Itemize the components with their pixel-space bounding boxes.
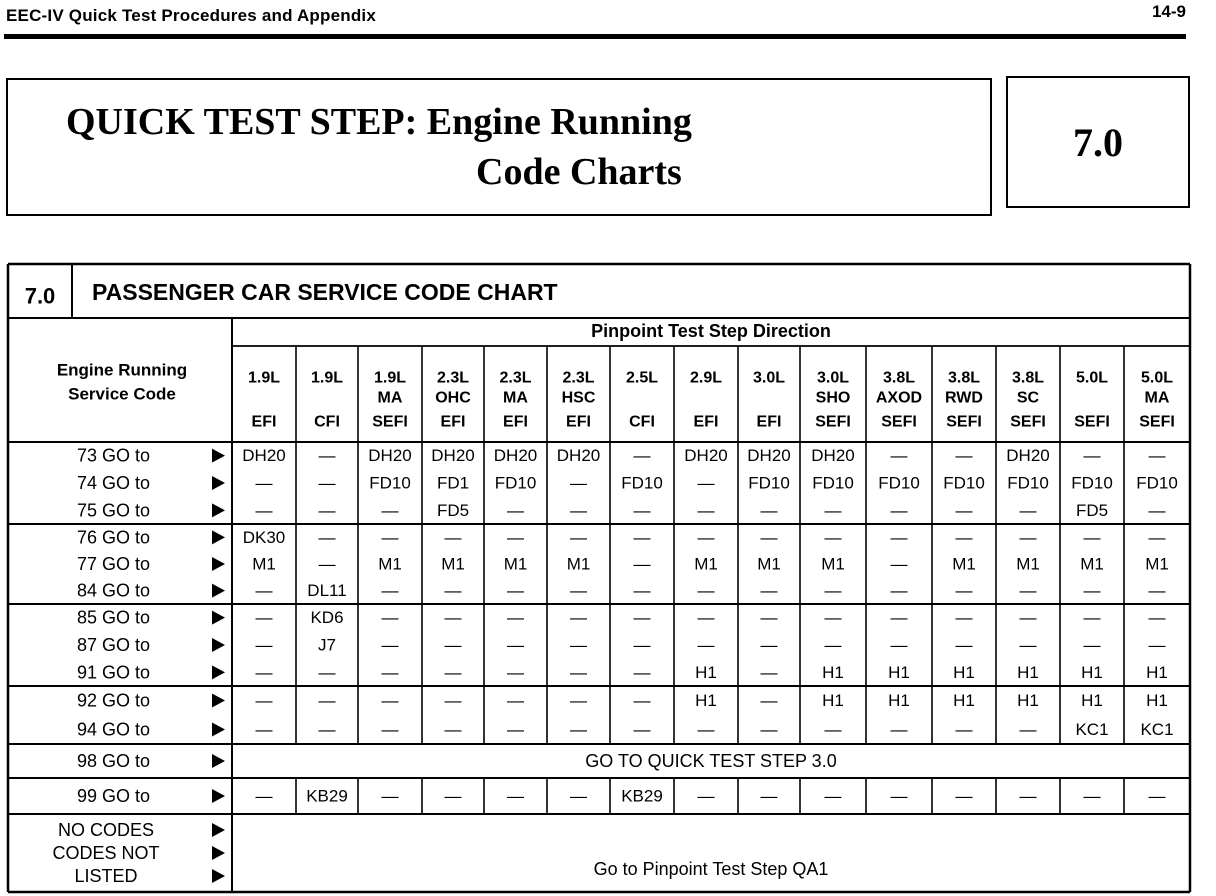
test-step-cell: — [633, 691, 651, 710]
test-step-cell: — [890, 500, 908, 520]
test-step-cell: DH20 [747, 446, 791, 466]
test-step-cell: — [570, 662, 587, 682]
test-step-cell: DH20 [811, 446, 855, 466]
test-step-cell: — [1019, 635, 1037, 655]
test-step-cell: — [1148, 786, 1166, 806]
test-step-cell: — [1148, 446, 1166, 466]
no-codes-label: NO CODES [57, 820, 155, 840]
column-system: CFI [314, 413, 340, 431]
test-step-cell: H1 [1081, 691, 1103, 710]
test-step-cell: — [444, 662, 462, 682]
column-system: CFI [629, 413, 655, 431]
test-step-cell: M1 [503, 554, 528, 574]
go-to-arrow-icon [212, 789, 225, 803]
test-step-cell: — [570, 581, 587, 601]
column-system: EFI [251, 413, 277, 431]
service-code-label: 77 GO to [76, 554, 150, 574]
test-step-cell: — [697, 581, 715, 601]
test-step-cell: — [255, 581, 273, 601]
test-step-cell: — [760, 635, 778, 655]
test-step-cell: M1 [757, 554, 781, 574]
go-to-arrow-icon [212, 754, 225, 768]
test-step-cell: — [444, 608, 462, 628]
title-line-1: QUICK TEST STEP: Engine Running [66, 101, 692, 143]
column-engine: 1.9L [247, 369, 281, 387]
test-step-cell: — [890, 581, 908, 601]
column-system: SEFI [1074, 413, 1110, 431]
test-step-cell: H1 [822, 662, 844, 682]
test-step-cell: — [697, 635, 715, 655]
test-step-cell: J7 [318, 635, 336, 655]
test-step-cell: — [1019, 786, 1037, 806]
test-step-cell: — [697, 500, 715, 520]
test-step-cell: FD10 [878, 473, 920, 493]
test-step-cell: — [955, 581, 973, 601]
test-step-cell: — [318, 554, 336, 574]
test-step-cell: — [890, 608, 908, 628]
test-step-cell: FD10 [369, 473, 411, 493]
service-code-label: 91 GO to [76, 662, 150, 683]
column-system: SEFI [946, 413, 982, 431]
test-step-cell: FD10 [1071, 473, 1113, 493]
service-code-label: 73 GO to [76, 445, 150, 466]
test-step-cell: — [444, 786, 462, 806]
test-step-cell: M1 [378, 554, 402, 574]
column-variant: MA [503, 389, 528, 407]
test-step-cell: H1 [1146, 691, 1168, 710]
test-step-cell: — [955, 446, 973, 466]
test-step-cell: — [760, 527, 778, 547]
test-step-cell: — [381, 662, 399, 682]
test-step-cell: — [255, 786, 273, 806]
test-step-cell: — [507, 527, 524, 547]
test-step-cell: — [444, 720, 462, 739]
test-step-cell: H1 [1017, 691, 1039, 710]
column-system: SEFI [1010, 413, 1046, 431]
test-step-cell: — [381, 786, 399, 806]
go-to-arrow-icon [212, 869, 225, 883]
service-code-label: 75 GO to [76, 500, 150, 521]
test-step-cell: — [381, 720, 399, 739]
test-step-cell: — [697, 527, 715, 547]
test-step-cell: FD10 [812, 473, 854, 493]
test-step-cell: — [955, 500, 973, 520]
test-step-cell: — [1148, 500, 1166, 520]
test-step-cell: — [444, 635, 462, 655]
test-step-cell: M1 [821, 554, 845, 574]
test-step-cell: FD10 [1007, 473, 1049, 493]
go-to-arrow-icon [212, 823, 225, 837]
test-step-cell: — [570, 608, 587, 628]
test-step-cell: — [570, 527, 587, 547]
test-step-cell: — [697, 608, 715, 628]
test-step-cell: M1 [566, 554, 591, 574]
test-step-cell: H1 [888, 691, 910, 710]
column-engine: 3.8L [947, 369, 981, 387]
column-engine: 2.3L [436, 369, 470, 387]
test-step-cell: — [760, 581, 778, 601]
test-step-cell: — [570, 691, 587, 710]
test-step-cell: — [507, 662, 524, 682]
test-step-cell: — [381, 608, 399, 628]
test-step-cell: H1 [1081, 662, 1103, 682]
test-step-cell: — [697, 720, 715, 739]
test-step-cell: — [890, 786, 908, 806]
test-step-cell: — [507, 720, 524, 739]
test-step-cell: — [1019, 527, 1037, 547]
test-step-cell: — [1083, 527, 1101, 547]
column-system: SEFI [1139, 413, 1175, 431]
test-step-cell: M1 [1145, 554, 1169, 574]
test-step-cell: — [955, 527, 973, 547]
test-step-cell: — [318, 500, 336, 520]
column-variant: MA [1144, 389, 1170, 407]
test-step-cell: — [890, 554, 908, 574]
go-to-arrow-icon [212, 530, 225, 544]
test-step-cell: — [1083, 446, 1101, 466]
column-engine: 5.0L [1075, 369, 1109, 387]
service-code-label: 85 GO to [76, 607, 150, 628]
test-step-cell: — [890, 720, 908, 739]
test-step-cell: DH20 [684, 446, 728, 466]
test-step-cell: DH20 [556, 446, 601, 466]
test-step-cell: H1 [695, 691, 717, 710]
test-step-cell: — [381, 500, 399, 520]
test-step-cell: H1 [1017, 662, 1039, 682]
test-step-cell: — [824, 608, 842, 628]
test-step-cell: M1 [1016, 554, 1040, 574]
test-step-cell: — [760, 691, 778, 710]
test-step-cell: — [633, 446, 651, 466]
test-step-cell: — [507, 608, 524, 628]
service-code-label: 92 GO to [76, 690, 150, 711]
test-step-cell: DK30 [242, 527, 286, 547]
test-step-cell: — [318, 527, 336, 547]
test-step-cell: DL11 [307, 581, 347, 601]
test-step-cell: KD6 [310, 608, 344, 628]
test-step-cell: — [444, 527, 462, 547]
test-step-cell: — [890, 635, 908, 655]
test-step-cell: — [633, 581, 651, 601]
column-engine: 2.5L [625, 369, 659, 387]
test-step-cell: — [1083, 635, 1101, 655]
title-line-2: Code Charts [476, 151, 682, 193]
test-step-cell: — [507, 500, 524, 520]
test-step-cell: — [381, 691, 399, 710]
service-code-label: 76 GO to [76, 527, 150, 548]
test-step-cell: — [255, 473, 273, 493]
test-step-cell: M1 [694, 554, 718, 574]
go-to-arrow-icon [212, 557, 225, 571]
test-step-cell: FD10 [621, 473, 663, 493]
test-step-cell: — [955, 635, 973, 655]
service-code-header: Engine Running [56, 360, 188, 380]
service-code-header: Service Code [68, 384, 176, 404]
go-to-arrow-icon [212, 665, 225, 679]
column-engine: 5.0L [1140, 369, 1174, 387]
test-step-cell: — [381, 635, 399, 655]
step-number: 7.0 [1073, 119, 1123, 165]
row-98-instruction: GO TO QUICK TEST STEP 3.0 [585, 751, 837, 771]
test-step-cell: — [955, 786, 973, 806]
test-step-cell: — [444, 691, 462, 710]
test-step-cell: — [760, 720, 778, 739]
test-step-cell: M1 [252, 554, 276, 574]
column-system: EFI [566, 413, 591, 431]
test-step-cell: KB29 [621, 786, 663, 806]
service-code-label: 98 GO to [76, 751, 150, 771]
test-step-cell: — [824, 581, 842, 601]
test-step-cell: — [760, 608, 778, 628]
go-to-arrow-icon [212, 846, 225, 860]
test-step-cell: DH20 [1006, 446, 1050, 466]
test-step-cell: — [381, 527, 399, 547]
column-system: SEFI [881, 413, 917, 431]
column-variant: AXOD [875, 389, 923, 407]
test-step-cell: DH20 [493, 446, 538, 466]
service-code-label: 84 GO to [76, 580, 150, 601]
test-step-cell: — [697, 473, 715, 493]
test-step-cell: DH20 [242, 446, 286, 466]
test-step-cell: — [890, 527, 908, 547]
column-engine: 3.8L [882, 369, 916, 387]
test-step-cell: FD10 [1136, 473, 1178, 493]
test-step-cell: — [1019, 500, 1037, 520]
test-step-cell: FD10 [748, 473, 790, 493]
go-to-arrow-icon [212, 503, 225, 517]
go-to-arrow-icon [212, 694, 225, 708]
test-step-cell: — [318, 662, 336, 682]
test-step-cell: — [507, 786, 524, 806]
test-step-cell: — [955, 608, 973, 628]
test-step-cell: KB29 [306, 786, 348, 806]
no-codes-label: LISTED [74, 866, 138, 886]
test-step-cell: — [633, 662, 651, 682]
test-step-cell: — [1019, 581, 1037, 601]
test-step-cell: — [444, 581, 462, 601]
test-step-cell: — [955, 720, 973, 739]
column-engine: 3.0L [752, 369, 786, 387]
service-code-label: 87 GO to [76, 635, 150, 655]
test-step-cell: — [1148, 608, 1166, 628]
test-step-cell: — [760, 786, 778, 806]
test-step-cell: — [1083, 608, 1101, 628]
table-number: 7.0 [24, 283, 56, 309]
test-step-cell: — [760, 500, 778, 520]
column-engine: 2.3L [499, 369, 532, 387]
page-number: 14-9 [1151, 2, 1186, 21]
no-codes-label: CODES NOT [52, 843, 160, 863]
test-step-cell: — [633, 608, 651, 628]
test-step-cell: — [381, 581, 399, 601]
test-step-cell: — [318, 720, 336, 739]
test-step-cell: — [824, 786, 842, 806]
go-to-arrow-icon [212, 449, 225, 463]
column-system: EFI [440, 413, 466, 431]
test-step-cell: H1 [1146, 662, 1168, 682]
test-step-cell: — [570, 635, 587, 655]
service-code-label: 94 GO to [76, 719, 150, 740]
test-step-cell: — [633, 527, 651, 547]
test-step-cell: FD10 [943, 473, 985, 493]
pinpoint-header: Pinpoint Test Step Direction [591, 321, 831, 341]
test-step-cell: H1 [888, 662, 910, 682]
column-engine: 1.9L [373, 369, 407, 387]
test-step-cell: — [570, 473, 587, 493]
go-to-arrow-icon [212, 476, 225, 490]
go-to-arrow-icon [212, 638, 225, 652]
column-system: SEFI [372, 413, 408, 431]
test-step-cell: — [1148, 581, 1166, 601]
test-step-cell: KC1 [1075, 720, 1109, 739]
column-engine: 2.3L [562, 369, 595, 387]
column-variant: OHC [435, 389, 471, 407]
test-step-cell: — [1148, 635, 1166, 655]
test-step-cell: FD1 [436, 473, 470, 493]
test-step-cell: — [255, 691, 273, 710]
test-step-cell: — [1019, 608, 1037, 628]
test-step-cell: — [507, 691, 524, 710]
test-step-cell: — [890, 446, 908, 466]
test-step-cell: — [824, 635, 842, 655]
test-step-cell: — [570, 786, 587, 806]
test-step-cell: DH20 [431, 446, 475, 466]
test-step-cell: — [1083, 581, 1101, 601]
column-engine: 3.8L [1011, 369, 1045, 387]
table-title: PASSENGER CAR SERVICE CODE CHART [92, 279, 558, 305]
column-system: EFI [503, 413, 528, 431]
column-variant: RWD [945, 389, 983, 407]
go-to-arrow-icon [212, 584, 225, 598]
test-step-cell: — [255, 662, 273, 682]
test-step-cell: — [633, 554, 651, 574]
column-system: EFI [756, 413, 782, 431]
test-step-cell: FD10 [494, 473, 537, 493]
column-variant: MA [377, 389, 403, 407]
column-variant: SC [1016, 389, 1040, 407]
column-engine: 3.0L [816, 369, 850, 387]
test-step-cell: H1 [822, 691, 844, 710]
test-step-cell: — [318, 691, 336, 710]
go-to-arrow-icon [212, 611, 225, 625]
test-step-cell: — [633, 635, 651, 655]
test-step-cell: — [760, 662, 778, 682]
test-step-cell: — [697, 786, 715, 806]
test-step-cell: — [824, 527, 842, 547]
test-step-cell: M1 [952, 554, 976, 574]
test-step-cell: — [255, 720, 273, 739]
test-step-cell: — [633, 720, 651, 739]
test-step-cell: — [318, 473, 336, 493]
test-step-cell: — [1019, 720, 1037, 739]
test-step-cell: M1 [1080, 554, 1104, 574]
test-step-cell: — [255, 608, 273, 628]
test-step-cell: — [507, 581, 524, 601]
test-step-cell: — [507, 635, 524, 655]
test-step-cell: — [570, 720, 587, 739]
test-step-cell: — [318, 446, 336, 466]
test-step-cell: FD5 [436, 500, 470, 520]
test-step-cell: — [255, 500, 273, 520]
column-system: EFI [693, 413, 719, 431]
service-code-label: 99 GO to [76, 786, 150, 806]
service-code-label: 74 GO to [76, 473, 150, 493]
test-step-cell: — [1148, 527, 1166, 547]
test-step-cell: H1 [953, 662, 975, 682]
go-to-arrow-icon [212, 723, 225, 737]
test-step-cell: — [570, 500, 587, 520]
test-step-cell: FD5 [1075, 500, 1109, 520]
test-step-cell: — [255, 635, 273, 655]
column-engine: 1.9L [310, 369, 344, 387]
column-system: SEFI [815, 413, 851, 431]
test-step-cell: KC1 [1140, 720, 1174, 739]
column-engine: 2.9L [689, 369, 723, 387]
test-step-cell: H1 [953, 691, 975, 710]
column-variant: HSC [561, 389, 596, 407]
test-step-cell: DH20 [368, 446, 412, 466]
test-step-cell: — [824, 500, 842, 520]
running-header: EEC-IV Quick Test Procedures and Appendix [6, 6, 377, 25]
test-step-cell: M1 [441, 554, 465, 574]
test-step-cell: — [824, 720, 842, 739]
column-variant: SHO [815, 389, 851, 407]
test-step-cell: H1 [695, 662, 717, 682]
no-codes-instruction: Go to Pinpoint Test Step QA1 [593, 859, 829, 879]
test-step-cell: — [633, 500, 651, 520]
test-step-cell: — [1083, 786, 1101, 806]
